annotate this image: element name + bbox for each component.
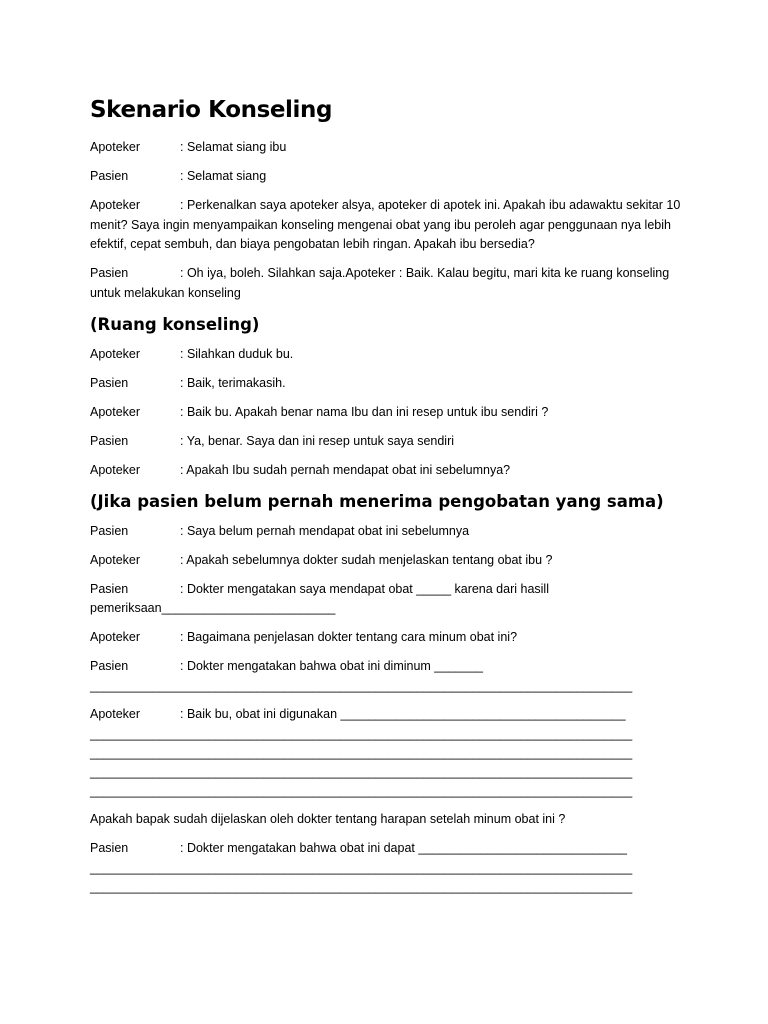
speaker-label: Apoteker bbox=[90, 404, 141, 419]
dialogue-text: : Oh iya, boleh. Silahkan saja.Apoteker : Baik. Kalau begitu, mari kita ke ruang konseling untuk melakukan konseling bbox=[90, 266, 670, 300]
dialogue-text: : Dokter mengatakan bahwa obat ini dapat ______________________________ bbox=[180, 841, 627, 855]
dialogue-line bbox=[90, 345, 690, 365]
dialogue-text: : Baik bu, obat ini digunakan _________________________________________ bbox=[180, 707, 626, 721]
blank-answer-line[interactable]: ______________________________________________________________________________ bbox=[90, 745, 633, 760]
dialogue-text: : Apakah sebelumnya dokter sudah menjelaskan tentang obat ibu ? bbox=[180, 552, 553, 567]
blank-answer-line[interactable]: ______________________________________________________________________________ bbox=[90, 783, 633, 798]
speaker-label: Apoteker bbox=[90, 552, 141, 567]
blank-answer-line[interactable]: ______________________________________________________________________________ bbox=[90, 726, 633, 741]
speaker-label: Pasien bbox=[90, 523, 129, 538]
speaker-label: Apoteker bbox=[90, 707, 141, 721]
dialogue-text: : Dokter mengatakan saya mendapat obat _____ karena dari hasill pemeriksaan_________________________ bbox=[90, 581, 549, 615]
dialogue-text: : Selamat siang ibu bbox=[180, 140, 287, 154]
document-title: Skenario Konseling bbox=[90, 97, 333, 123]
dialogue-line bbox=[90, 196, 690, 255]
dialogue-line bbox=[90, 461, 690, 481]
dialogue-line bbox=[90, 705, 690, 725]
speaker-label: Pasien bbox=[90, 659, 129, 673]
speaker-label: Apoteker bbox=[90, 346, 141, 361]
dialogue-text: : Silahkan duduk bu. bbox=[180, 346, 294, 361]
dialogue-text: : Baik, terimakasih. bbox=[180, 375, 286, 390]
speaker-label: Apoteker bbox=[90, 630, 141, 644]
section-heading-belum-pernah: (Jika pasien belum pernah menerima pengobatan yang sama) bbox=[90, 491, 664, 511]
dialogue-text: : Apakah Ibu sudah pernah mendapat obat ini sebelumnya? bbox=[180, 462, 511, 477]
dialogue-line bbox=[90, 432, 690, 452]
dialogue-text: : Perkenalkan saya apoteker alsya, apoteker di apotek ini. Apakah ibu adawaktu sekitar 10 menit? Saya ingin menyampaikan konseling mengenai obat yang ibu peroleh agar penggunaan nya lebih efektif, cepat sembuh, dan biaya pengobatan lebih ringan. Apakah ibu bersedia? bbox=[90, 198, 681, 251]
answer-block-digunakan bbox=[90, 705, 690, 801]
dialogue-line bbox=[90, 522, 690, 542]
dialogue-line bbox=[90, 839, 690, 859]
speaker-label: Apoteker bbox=[90, 198, 141, 212]
dialogue-line bbox=[90, 403, 690, 423]
dialogue-line bbox=[90, 580, 690, 619]
dialogue-line bbox=[90, 551, 690, 571]
section-heading-ruang-konseling: (Ruang konseling) bbox=[90, 314, 260, 334]
dialogue-text: : Dokter mengatakan bahwa obat ini diminum _______ bbox=[180, 659, 483, 673]
dialogue-line bbox=[90, 628, 690, 648]
dialogue-line bbox=[90, 167, 690, 187]
dialogue-text: : Baik bu. Apakah benar nama Ibu dan ini resep untuk ibu sendiri ? bbox=[180, 404, 549, 419]
dialogue-text: : Saya belum pernah mendapat obat ini sebelumnya bbox=[180, 523, 470, 538]
dialogue-ruang-konseling bbox=[90, 345, 690, 481]
document-page bbox=[90, 92, 690, 906]
dialogue-line bbox=[90, 264, 690, 303]
speaker-label: Apoteker bbox=[90, 462, 141, 477]
dialogue-text: : Bagaimana penjelasan dokter tentang cara minum obat ini? bbox=[180, 630, 518, 644]
speaker-label: Pasien bbox=[90, 375, 129, 390]
blank-answer-line[interactable]: ______________________________________________________________________________ bbox=[90, 764, 633, 779]
speaker-label: Pasien bbox=[90, 169, 129, 183]
blank-answer-line[interactable]: ______________________________________________________________________________ bbox=[90, 879, 633, 894]
answer-block-diminum bbox=[90, 657, 690, 696]
speaker-label: Apoteker bbox=[90, 140, 141, 154]
question-line: Apakah bapak sudah dijelaskan oleh dokter tentang harapan setelah minum obat ini ? bbox=[90, 812, 566, 826]
dialogue-line bbox=[90, 657, 690, 677]
blank-answer-line[interactable]: ______________________________________________________________________________ bbox=[90, 678, 633, 693]
blank-answer-line[interactable]: ______________________________________________________________________________ bbox=[90, 860, 633, 875]
speaker-label: Pasien bbox=[90, 433, 129, 448]
dialogue-text: : Selamat siang bbox=[180, 169, 267, 183]
dialogue-line bbox=[90, 138, 690, 158]
speaker-label: Pasien bbox=[90, 841, 129, 855]
dialogue-opening bbox=[90, 138, 690, 303]
dialogue-belum-pernah bbox=[90, 522, 690, 897]
dialogue-text: : Ya, benar. Saya dan ini resep untuk saya sendiri bbox=[180, 433, 455, 448]
answer-block-harapan bbox=[90, 839, 690, 897]
speaker-label: Pasien bbox=[90, 581, 129, 596]
speaker-label: Pasien bbox=[90, 266, 129, 280]
dialogue-line bbox=[90, 374, 690, 394]
